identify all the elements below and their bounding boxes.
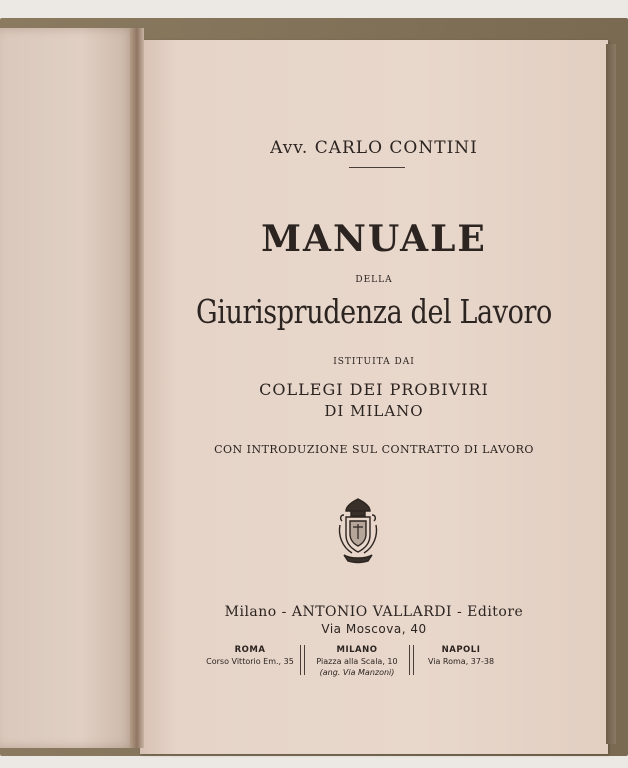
publisher-line: Milano - ANTONIO VALLARDI - Editore <box>224 604 524 620</box>
branch-address: Via Roma, 37-38 <box>427 657 495 666</box>
branch-napoli <box>416 645 506 667</box>
book-title: MANUALE <box>261 218 487 260</box>
branch-city: MILANO <box>336 645 378 655</box>
author-line: Avv. CARLO CONTINI <box>270 138 478 158</box>
branch-address-note: (ang. Via Manzoni) <box>319 668 395 677</box>
branch-roma <box>200 645 300 667</box>
publisher-address: Via Moscova, 40 <box>321 622 427 636</box>
left-blank-page <box>0 28 136 748</box>
title-connector: DELLA <box>355 275 393 285</box>
branch-address: Corso Vittorio Em., 35 <box>206 657 294 666</box>
introduction-line: CON INTRODUZIONE SUL CONTRATTO DI LAVORO <box>214 443 534 456</box>
branch-separator <box>409 645 414 675</box>
publisher-crest-icon <box>336 497 380 565</box>
branch-city: NAPOLI <box>441 645 481 655</box>
branch-address: Piazza alla Scala, 10 <box>316 657 398 666</box>
title-rule <box>349 167 405 168</box>
book-subtitle: Giurisprudenza del Lavoro <box>196 292 552 331</box>
branch-city: ROMA <box>234 645 266 655</box>
branch-milano <box>305 645 409 678</box>
institution-city: DI MILANO <box>324 402 424 420</box>
institution-name: COLLEGI DEI PROBIVIRI <box>259 380 489 399</box>
instituted-by: ISTITUITA DAI <box>333 357 415 367</box>
